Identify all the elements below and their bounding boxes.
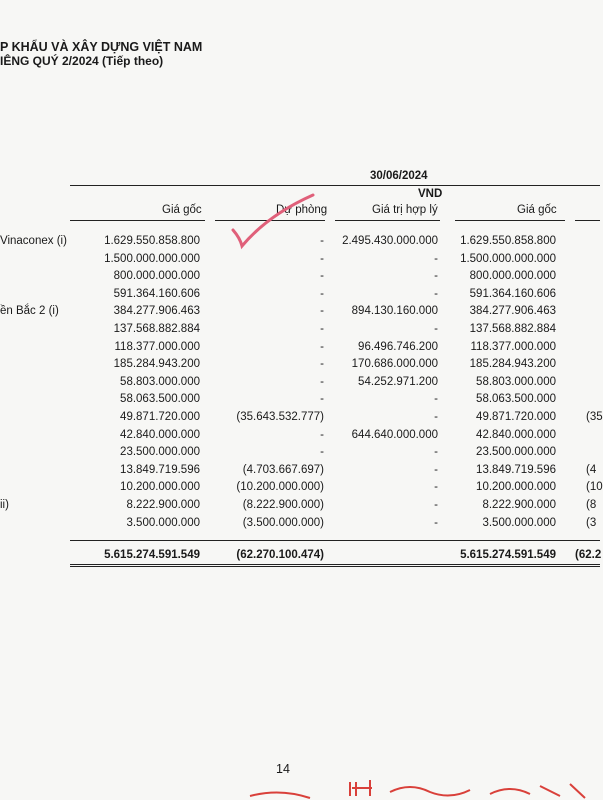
cell-cost: 185.284.943.200 — [113, 358, 200, 370]
cell-cost-prior: 49.871.720.000 — [476, 411, 556, 423]
page-number: 14 — [276, 762, 290, 776]
cell-provision: - — [320, 393, 324, 405]
cell-provision: - — [320, 270, 324, 282]
cell-provision: - — [320, 323, 324, 335]
total-rule-bottom-1 — [70, 564, 600, 565]
cell-cost: 8.222.900.000 — [126, 499, 200, 511]
cell-edge: (35 — [586, 411, 603, 423]
total-cost: 5.615.274.591.549 — [104, 549, 200, 561]
cell-cost-prior: 58.803.000.000 — [476, 376, 556, 388]
cell-edge: (4 — [586, 464, 597, 476]
cell-cost: 23.500.000.000 — [120, 446, 200, 458]
cell-fair-value: - — [434, 446, 438, 458]
cell-cost-prior: 10.200.000.000 — [476, 481, 556, 493]
cell-cost: 58.803.000.000 — [120, 376, 200, 388]
cell-provision: (4.703.667.697) — [242, 464, 324, 476]
cell-cost-prior: 185.284.943.200 — [469, 358, 556, 370]
cell-fair-value: 894.130.160.000 — [351, 305, 438, 317]
cell-provision: - — [320, 288, 324, 300]
cell-cost: 13.849.719.596 — [120, 464, 200, 476]
cell-fair-value: 96.496.746.200 — [358, 341, 438, 353]
company-name: P KHẨU VÀ XÂY DỰNG VIỆT NAM — [0, 40, 203, 54]
cell-cost-prior: 118.377.000.000 — [470, 341, 556, 353]
cell-provision: (8.222.900.000) — [242, 499, 324, 511]
cell-cost: 3.500.000.000 — [126, 517, 200, 529]
stamp-icon — [240, 774, 600, 800]
total-provision: (62.270.100.474) — [236, 549, 324, 561]
cell-fair-value: 644.640.000.000 — [351, 429, 438, 441]
cell-cost: 49.871.720.000 — [120, 411, 200, 423]
cell-cost-prior: 3.500.000.000 — [482, 517, 556, 529]
cell-cost-prior: 800.000.000.000 — [469, 270, 556, 282]
cell-provision: (3.500.000.000) — [242, 517, 324, 529]
col-rule-5 — [575, 220, 600, 221]
cell-cost: 118.377.000.000 — [114, 341, 200, 353]
cell-fair-value: - — [434, 288, 438, 300]
cell-cost: 591.364.160.606 — [113, 288, 200, 300]
cell-fair-value: 2.495.430.000.000 — [342, 235, 438, 247]
cell-cost: 1.629.550.858.800 — [104, 235, 200, 247]
cell-provision: - — [320, 235, 324, 247]
total-rule-bottom-2 — [70, 566, 600, 567]
cell-fair-value: 170.686.000.000 — [351, 358, 438, 370]
cell-fair-value: - — [434, 323, 438, 335]
cell-provision: - — [320, 358, 324, 370]
checkmark-icon — [228, 190, 318, 250]
cell-cost-prior: 137.568.882.884 — [469, 323, 556, 335]
cell-provision: - — [320, 341, 324, 353]
cell-cost-prior: 1.500.000.000.000 — [460, 253, 556, 265]
cell-cost-prior: 1.629.550.858.800 — [460, 235, 556, 247]
cell-cost: 58.063.500.000 — [120, 393, 200, 405]
cell-provision: - — [320, 429, 324, 441]
cell-fair-value: - — [434, 517, 438, 529]
total-edge: (62.2 — [575, 549, 602, 561]
cell-cost: 137.568.882.884 — [113, 323, 200, 335]
cell-provision: - — [320, 376, 324, 388]
header-rule — [70, 185, 600, 186]
col-cost: Giá gốc — [162, 204, 202, 216]
cell-provision: - — [320, 253, 324, 265]
cell-provision: (10.200.000.000) — [236, 481, 324, 493]
col-rule-3 — [335, 220, 440, 221]
cell-fair-value: - — [434, 464, 438, 476]
cell-cost-prior: 58.063.500.000 — [476, 393, 556, 405]
cell-fair-value: - — [434, 393, 438, 405]
cell-provision: - — [320, 305, 324, 317]
total-rule-top — [70, 540, 600, 541]
row-label: ền Bắc 2 (i) — [0, 305, 59, 317]
cell-fair-value: 54.252.971.200 — [358, 376, 438, 388]
total-cost-prior: 5.615.274.591.549 — [460, 549, 556, 561]
cell-cost-prior: 13.849.719.596 — [476, 464, 556, 476]
col-rule-4 — [455, 220, 565, 221]
row-label: ii) — [0, 499, 9, 511]
cell-cost-prior: 23.500.000.000 — [476, 446, 556, 458]
cell-fair-value: - — [434, 270, 438, 282]
cell-fair-value: - — [434, 411, 438, 423]
cell-cost: 384.277.906.463 — [113, 305, 200, 317]
col-fair-value: Giá trị hợp lý — [372, 204, 438, 216]
cell-fair-value: - — [434, 481, 438, 493]
col-provision: Dự phòng — [276, 204, 328, 216]
cell-cost: 42.840.000.000 — [120, 429, 200, 441]
cell-cost: 1.500.000.000.000 — [104, 253, 200, 265]
cell-provision: - — [320, 446, 324, 458]
period-date: 30/06/2024 — [370, 170, 428, 182]
cell-cost-prior: 42.840.000.000 — [476, 429, 556, 441]
cell-cost: 10.200.000.000 — [120, 481, 200, 493]
cell-cost-prior: 8.222.900.000 — [482, 499, 556, 511]
cell-edge: (3 — [586, 517, 597, 529]
cell-cost-prior: 384.277.906.463 — [469, 305, 556, 317]
currency-label: VND — [418, 188, 443, 200]
col-rule-1 — [70, 220, 205, 221]
cell-fair-value: - — [434, 253, 438, 265]
cell-cost: 800.000.000.000 — [113, 270, 200, 282]
cell-edge: (8 — [586, 499, 597, 511]
cell-edge: (10 — [586, 481, 603, 493]
report-title: IÊNG QUÝ 2/2024 (Tiếp theo) — [0, 54, 164, 68]
cell-provision: (35.643.532.777) — [236, 411, 324, 423]
col-cost-prior: Giá gốc — [517, 204, 557, 216]
cell-fair-value: - — [434, 499, 438, 511]
row-label: Vinaconex (i) — [0, 235, 67, 247]
cell-cost-prior: 591.364.160.606 — [469, 288, 556, 300]
